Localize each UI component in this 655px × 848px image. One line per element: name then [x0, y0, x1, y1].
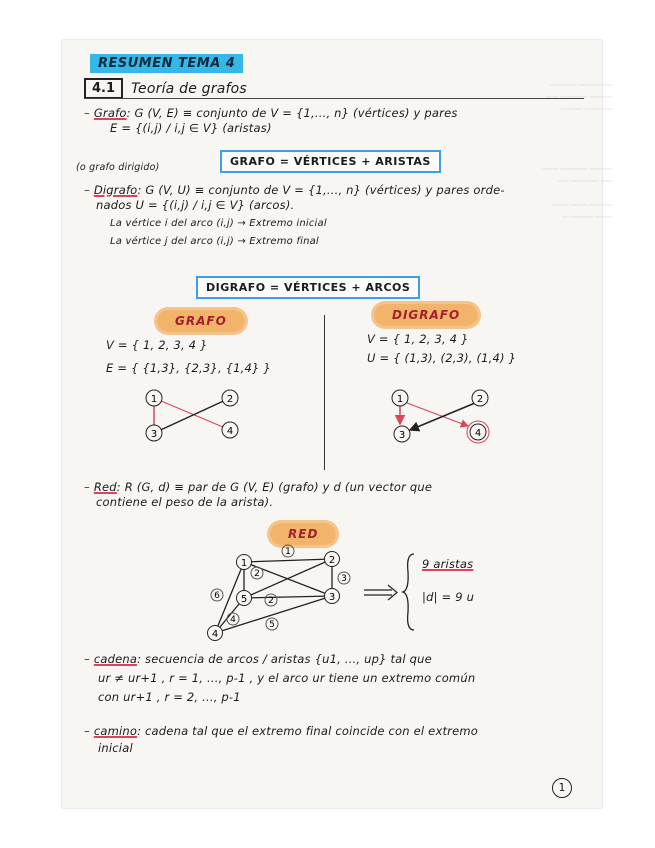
digrafo-line2: nados U = {(i,j) / i,j ∈ V} (arcos). [96, 198, 295, 212]
digrafo-arc-1-4 [407, 403, 468, 426]
svg-text:4: 4 [230, 615, 236, 625]
grafo-node-2 [222, 390, 238, 406]
grafo-box [220, 150, 441, 169]
digrafo-definition: – Digrafo: G (V, U) ≡ conjunto de V = {1,..., n} (vértices) y pares orde- nados U = {(i,j) / i,j ∈ V} (arcos). La vértice i del arco (i,j) → Extremo inicial La vértice j del arco (i,j) → Extremo final [84, 183, 592, 249]
digrafo-node-1 [392, 390, 408, 406]
grafo-example-diagram [132, 385, 252, 445]
svg-text:1: 1 [240, 558, 248, 569]
svg-text:1: 1 [396, 394, 404, 405]
svg-text:4: 4 [474, 428, 482, 439]
page-title: RESUMEN TEMA 4 [90, 54, 243, 73]
camino-line1: : cadena tal que el extremo final coincide con el extremo [137, 724, 478, 738]
red-definition: – Red: R (G, d) ≡ par de G (V, E) (grafo) y d (un vector que contiene el peso de la arista). [84, 480, 594, 510]
red-implies-arrow [362, 565, 402, 625]
digrafo-box [196, 276, 420, 295]
digrafo-arc-2-3 [410, 403, 475, 430]
svg-text:2: 2 [226, 394, 234, 405]
svg-text:1: 1 [285, 547, 291, 557]
svg-text:2: 2 [328, 555, 336, 566]
svg-text:4: 4 [211, 629, 219, 640]
red-weight-6 [211, 589, 223, 601]
red-line1: : R (G, d) ≡ par de G (V, E) (grafo) y d (un vector que [116, 480, 433, 494]
camino-definition: – camino: cadena tal que el extremo final coincide con el extremo inicial [84, 724, 596, 756]
note-dirigido: (o grafo dirigido) [76, 162, 160, 173]
digrafo-node-2 [472, 390, 488, 406]
section-divider [84, 98, 584, 99]
red-weight-7 [265, 594, 277, 606]
red-line2: contiene el peso de la arista). [96, 495, 274, 509]
header [90, 52, 243, 71]
red-summary [422, 557, 474, 605]
grafo-cloud-label: GRAFO [157, 310, 245, 332]
digrafo-example-label [374, 304, 478, 323]
red-node-5 [237, 591, 252, 606]
page-number: 1 [552, 778, 572, 798]
grafo-node-3 [146, 425, 162, 441]
red-example-label [270, 523, 336, 542]
grafo-example-v: V = { 1, 2, 3, 4 } [106, 338, 208, 352]
grafo-example-e: E = { {1,3}, {2,3}, {1,4} } [106, 361, 271, 375]
camino-term: camino [93, 724, 138, 738]
grafo-node-4 [222, 422, 238, 438]
svg-text:3: 3 [150, 429, 158, 440]
svg-text:5: 5 [240, 594, 248, 605]
red-weight-5 [266, 618, 278, 630]
red-weight-2 [251, 567, 263, 579]
red-example-diagram [197, 545, 357, 650]
red-node-4 [208, 626, 223, 641]
digrafo-line3: La vértice i del arco (i,j) → Extremo inicial [110, 218, 327, 229]
digrafo-node-3 [394, 426, 410, 442]
digrafo-example-sets [367, 332, 516, 366]
svg-text:3: 3 [398, 430, 406, 441]
red-cloud-label: RED [270, 523, 336, 545]
cadena-line3: con ur+1 , r = 2, ..., p-1 [98, 690, 241, 704]
grafo-node-1 [146, 390, 162, 406]
cadena-line1: : secuencia de arcos / aristas {u1, ..., up} tal que [137, 652, 432, 666]
digrafo-example-u: U = { (1,3), (2,3), (1,4) } [367, 351, 517, 365]
red-term: Red [93, 480, 117, 494]
digrafo-box-text: DIGRAFO = VÉRTICES + ARCOS [196, 276, 420, 299]
digrafo-term: Digrafo [93, 183, 138, 197]
bleed-through-decoration: ────── ───── ──── ───── ── ───── ──── ──── ───── ─── ── ───── ── ──── ─── ─── ─── ──── ─ [541, 81, 612, 223]
cadena-term: cadena [93, 652, 138, 666]
section-number: 4.1 [84, 78, 123, 99]
digrafo-example-v: V = { 1, 2, 3, 4 } [367, 332, 469, 346]
grafo-term: Grafo [93, 106, 127, 120]
notebook-page [62, 40, 612, 808]
red-node-3 [325, 589, 340, 604]
red-weight-1 [282, 545, 294, 557]
svg-text:2: 2 [268, 596, 274, 606]
section-title: Teoría de grafos [131, 80, 247, 97]
svg-text:2: 2 [476, 394, 484, 405]
grafo-line2: E = {(i,j) / i,j ∈ V} (aristas) [110, 121, 272, 135]
svg-text:6: 6 [214, 591, 220, 601]
cadena-line2: ur ≠ ur+1 , r = 1, ..., p-1 , y el arco ur tiene un extremo común [98, 671, 476, 685]
digrafo-line4: La vértice j del arco (i,j) → Extremo final [110, 236, 319, 247]
svg-text:4: 4 [226, 426, 234, 437]
example-separator [324, 315, 325, 470]
digrafo-cloud-label: DIGRAFO [374, 304, 478, 326]
svg-text:2: 2 [254, 569, 260, 579]
red-node-1 [237, 555, 252, 570]
red-summary-brace [402, 552, 416, 632]
svg-text:5: 5 [269, 620, 275, 630]
digrafo-node-4 [467, 421, 489, 443]
camino-line2: inicial [98, 741, 133, 755]
red-node-2 [325, 552, 340, 567]
svg-text:1: 1 [150, 394, 158, 405]
digrafo-line1: : G (V, U) ≡ conjunto de V = {1,..., n} (vértices) y pares orde- [137, 183, 505, 197]
section-heading [84, 78, 247, 99]
red-summary-norm: |d| = 9 u [422, 590, 475, 604]
grafo-line1: : G (V, E) ≡ conjunto de V = {1,..., n} (vértices) y pares [126, 106, 458, 120]
grafo-box-text: GRAFO = VÉRTICES + ARISTAS [220, 150, 441, 173]
cadena-definition: – cadena: secuencia de arcos / aristas {u1, ..., up} tal que ur ≠ ur+1 , r = 1, ..., p-1 , y el arco ur tiene un extremo común con ur+1 , r = 2, ..., p-1 [84, 652, 596, 705]
grafo-example-sets [106, 338, 271, 376]
red-weight-4 [227, 613, 239, 625]
svg-text:3: 3 [328, 592, 336, 603]
grafo-example-label [157, 310, 245, 329]
digrafo-example-diagram [380, 386, 500, 446]
red-weight-3 [338, 572, 350, 584]
svg-text:3: 3 [341, 574, 347, 584]
red-summary-aristas: 9 aristas [422, 557, 474, 571]
grafo-definition: – Grafo: G (V, E) ≡ conjunto de V = {1,..., n} (vértices) y pares E = {(i,j) / i,j ∈ V} (aristas) [84, 106, 589, 136]
